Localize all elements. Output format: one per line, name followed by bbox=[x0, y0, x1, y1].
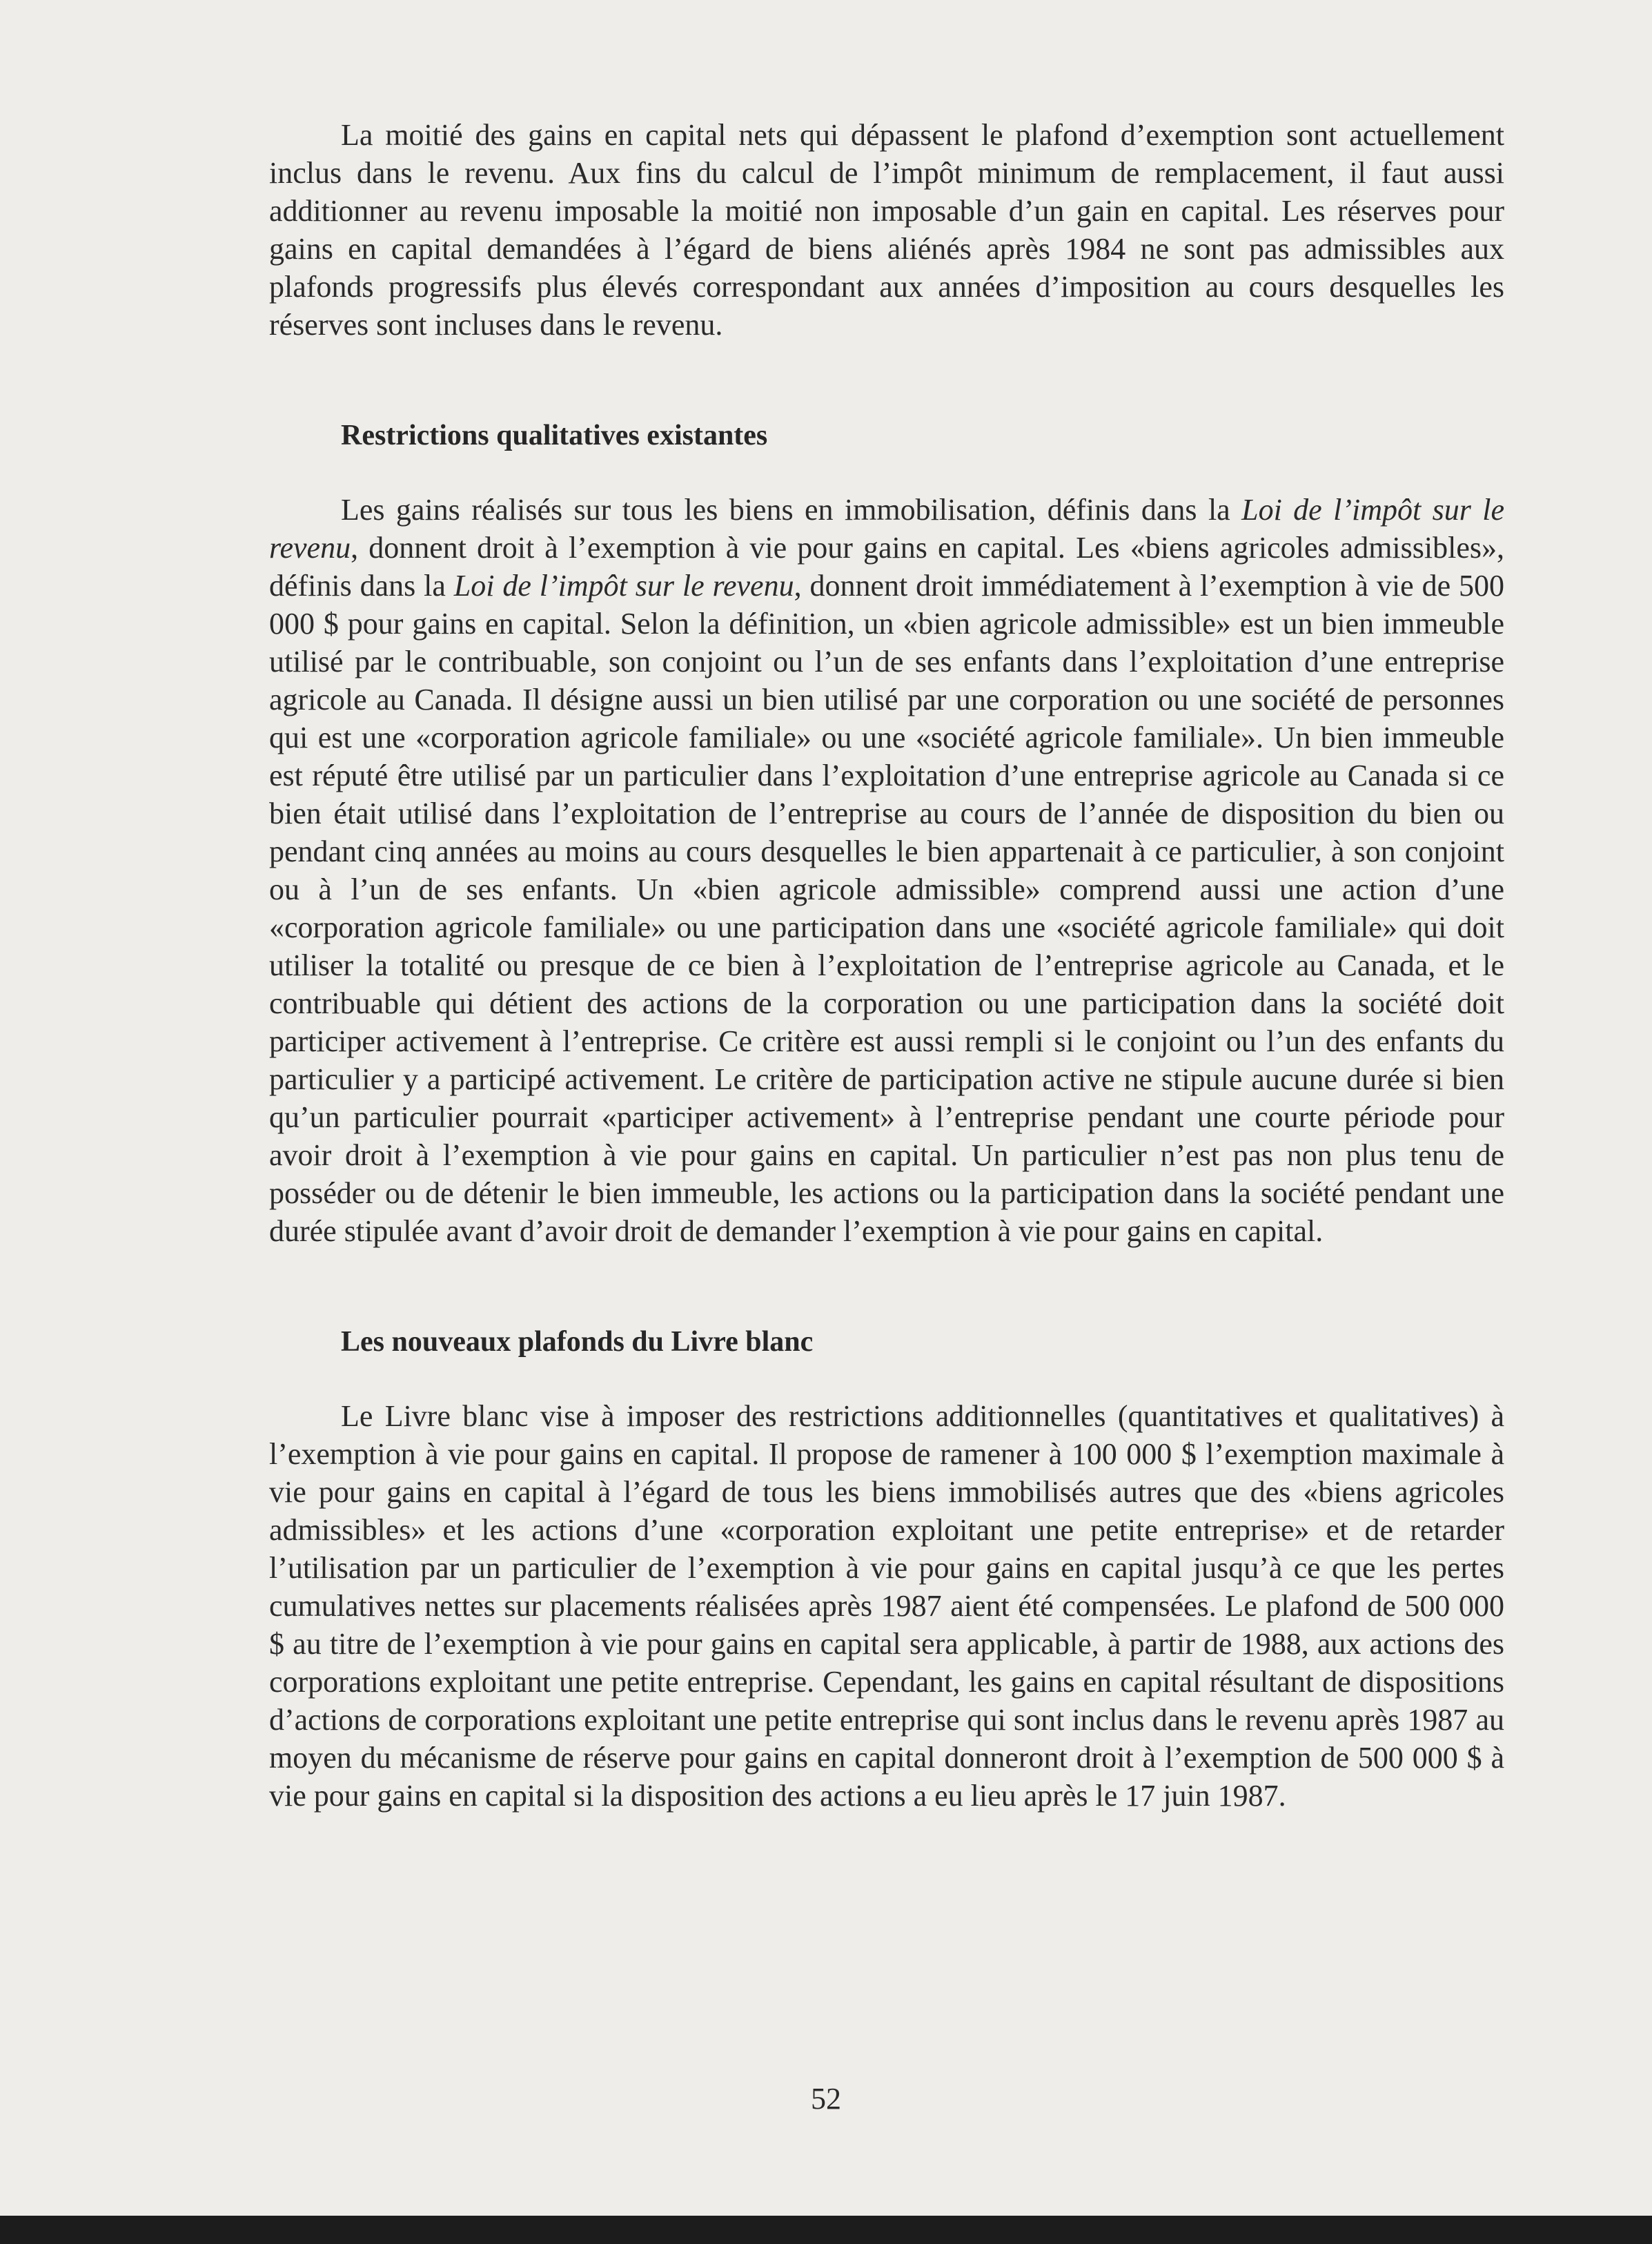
law-title-italic: Loi de l’impôt sur le revenu bbox=[269, 493, 1504, 565]
law-title-italic: Loi de l’impôt sur le revenu bbox=[453, 569, 794, 603]
section-heading-existing-restrictions: Restrictions qualitatives existantes bbox=[341, 420, 768, 451]
document-body bbox=[269, 116, 1504, 1815]
paragraph-white-paper-limits: Le Livre blanc vise à imposer des restrictions additionnelles (quantitatives et qualitatives) à l’exemption à vie pour gains en capital. Il propose de ramener à 100 000 $ l’exemption maximale à vie pour gains en capital à l’égard de tous les biens immobilisés autres que des «biens agricoles admissibles» et les actions d’une «corporation exploitant une petite entreprise» et de retarder l’utilisation par un particulier de l’exemption à vie pour gains en capital jusqu’à ce que les pertes cumulatives nettes sur placements réalisées après 1987 aient été compensées. Le plafond de 500 000 $ au titre de l’exemption à vie pour gains en capital sera applicable, à partir de 1988, aux actions des corporations exploitant une petite entreprise. Cependant, les gains en capital résultant de dispositions d’actions de corporations exploitant une petite entreprise qui sont inclus dans le revenu après 1987 au moyen du mécanisme de réserve pour gains en capital donneront droit à l’exemption de 500 000 $ à vie pour gains en capital si la disposition des actions a eu lieu après le 17 juin 1987. bbox=[269, 1399, 1504, 1813]
page-number: 52 bbox=[811, 2082, 841, 2116]
paragraph-text-segment: , donnent droit immédiatement à l’exemption à vie de 500 000 $ pour gains en capital. Selon la définition, un «bien agricole admissible» est un bien immeuble utilisé par le contribuable, son conjoint ou l’un de ses enfants dans l’exploitation d’une entreprise agricole au Canada. Il désigne aussi un bien utilisé par une corporation ou une société de personnes qui est une «corporation agricole familiale» ou une «société agricole familiale». Un bien immeuble est réputé être utilisé par un particulier dans l’exploitation d’une entreprise agricole au Canada si ce bien était utilisé dans l’exploitation de l’entreprise au cours de l’année de disposition du bien ou pendant cinq années au moins au cours desquelles le bien appartenait à ce particulier, à son conjoint ou à l’un de ses enfants. Un «bien agricole admissible» comprend aussi une action d’une «corporation agricole familiale» ou une participation dans une «société agricole familiale» qui doit utiliser la totalité ou presque de ce bien à l’exploitation de l’entreprise agricole au Canada, et le contribuable qui détient des actions de la corporation ou une participation dans la société doit participer activement à l’entreprise. Ce critère est aussi rempli si le conjoint ou l’un des enfants du particulier y a participé activement. Le critère de participation active ne stipule aucune durée si bien qu’un particulier pourrait «participer activement» à l’entreprise pendant une courte période pour avoir droit à l’exemption à vie pour gains en capital. Un particulier n’est pas non plus tenu de posséder ou de détenir le bien immeuble, les actions ou la participation dans la société pendant une durée stipulée avant d’avoir droit de demander l’exemption à vie pour gains en capital. bbox=[269, 569, 1504, 1248]
paragraph-text-segment: Les gains réalisés sur tous les biens en immobilisation, définis dans la bbox=[341, 493, 1242, 527]
section-heading-new-limits: Les nouveaux plafonds du Livre blanc bbox=[341, 1326, 814, 1358]
paragraph-capital-gains-inclusion: La moitié des gains en capital nets qui dépassent le plafond d’exemption sont actuellement inclus dans le revenu. Aux fins du calcul de l’impôt minimum de remplacement, il faut aussi additionner au revenu imposable la moitié non imposable d’un gain en capital. Les réserves pour gains en capital demandées à l’égard de biens aliénés après 1984 ne sont pas admissibles aux plafonds progressifs plus élevés correspondant aux années d’imposition au cours desquelles les réserves sont incluses dans le revenu. bbox=[269, 118, 1504, 342]
paragraph-text-segment: , donnent droit à l’exemption à vie pour gains en capital. Les «biens agricoles admissibles», définis dans la bbox=[269, 531, 1504, 603]
scan-bottom-edge bbox=[0, 2216, 1652, 2244]
paragraph-qualitative-restrictions bbox=[269, 491, 1504, 1250]
